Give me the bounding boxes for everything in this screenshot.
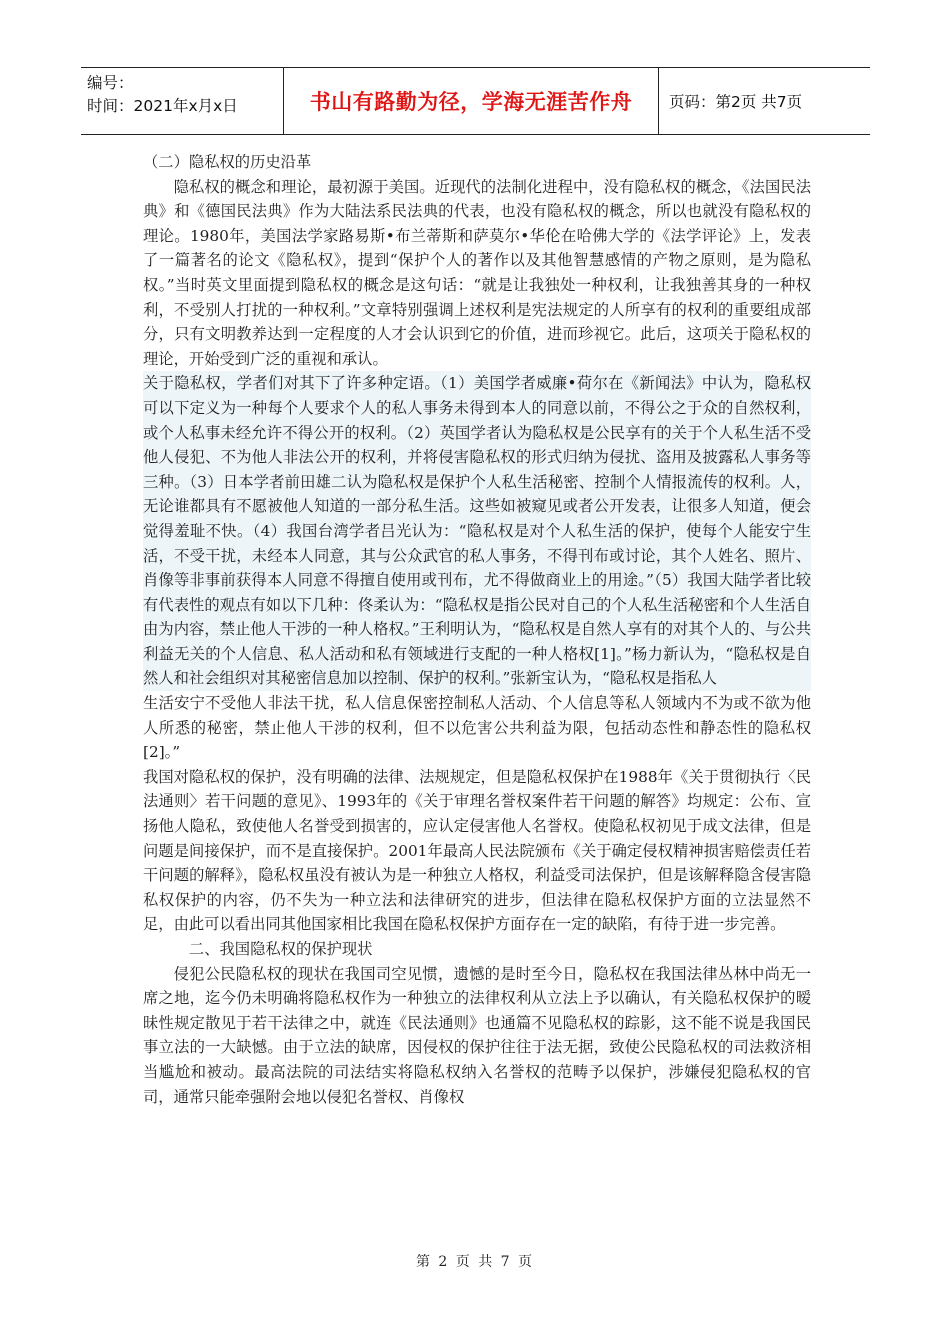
document-number-label: 编号： [87, 74, 134, 92]
document-header [81, 67, 870, 135]
section-heading-status: 二、我国隐私权的保护现状 [188, 940, 373, 958]
header-motto-cell [283, 68, 659, 134]
paragraph-status: 侵犯公民隐私权的现状在我国司空见惯，遗憾的是时至今日，隐私权在我国法律丛林中尚无一席之地，迄今仍未明确将隐私权作为一种独立的法律权利从立法上予以确认，有关隐私权保护的暧昧性规定散见于若干法律之中，就连《民法通则》也通篇不见隐私权的踪影，这不能不说是我国民事立法的一大缺憾。由于立法的缺席，因侵权的保护往往于法无据，致使公民隐私权的司法救济相当尴尬和被动。最高法院的司法结实将隐私权纳入名誉权的范畴予以保护，涉嫌侵犯隐私权的官司，通常只能牵强附会地以侵犯名誉权、肖像权 [143, 964, 811, 1106]
header-page-info: 页码：第2页 共7页 [669, 93, 803, 111]
document-body [143, 150, 811, 1109]
header-meta [81, 68, 283, 134]
page-footer: 第 2 页 共 7 页 [415, 1254, 535, 1270]
paragraph-origin: 隐私权的概念和理论，最初源于美国。近现代的法制化进程中，没有隐私权的概念，《法国民法典》和《德国民法典》作为大陆法系民法典的代表，也没有隐私权的概念，所以也就没有隐私权的理论。1980年，美国法学家路易斯•布兰蒂斯和萨莫尔•华伦在哈佛大学的《法学评论》上，发表了一篇著名的论文《隐私权》，提到“保护个人的著作以及其他智慧感情的产物之原则，是为隐私权。”当时英文里面提到隐私权的概念是这句话：“就是让我独处一种权利，让我独善其身的一种权利，不受别人打扰的一种权利。”文章特别强调上述权利是宪法规定的人所享有的权利的重要组成部分，只有文明教养达到一定程度的人才会认识到它的价值，进而珍视它。此后，这项关于隐私权的理论，开始受到广泛的重视和承认。 [143, 177, 811, 368]
paragraph-definition-continued: 生活安宁不受他人非法干扰，私人信息保密控制私人活动、个人信息等私人领域内不为或不欲为他人所悉的秘密，禁止他人干涉的权利，但不以危害公共利益为限，包括动态性和静态性的隐私权[2]。” [143, 694, 811, 762]
section-heading-history: （二）隐私权的历史沿革 [143, 153, 312, 171]
paragraph-china-protection: 我国对隐私权的保护，没有明确的法律、法规规定，但是隐私权保护在1988年《关于贯彻执行〈民法通则〉若干问题的意见》、1993年的《关于审理名誉权案件若干问题的解答》均规定：公布、宣扬他人隐私，致使他人名誉受到损害的，应认定侵害他人名誉权。使隐私权初见于成文法律，但是问题是间接保护，而不是直接保护。2001年最高人民法院颁布《关于确定侵权精神损害赔偿责任若干问题的解释》，隐私权虽没有被认为是一种独立人格权，利益受司法保护，但是该解释隐含侵害隐私权保护的内容，仍不失为一种立法和法律研究的进步，但法律在隐私权保护方面的立法显然不足，由此可以看出同其他国家相比我国在隐私权保护方面存在一定的缺陷，有待于进一步完善。 [143, 767, 811, 934]
header-motto: 书山有路勤为径，学海无涯苦作舟 [309, 90, 633, 114]
document-date: 时间：2021年x月x日 [87, 97, 238, 115]
paragraph-definitions: 关于隐私权，学者们对其下了许多种定语。（1）美国学者威廉•荷尔在《新闻法》中认为，隐私权可以下定义为一种每个人要求个人的私人事务未得到本人的同意以前，不得公之于众的自然权利，或个人私事未经允许不得公开的权利。（2）英国学者认为隐私权是公民享有的关于个人私生活不受他人侵犯、不为他人非法公开的权利，并将侵害隐私权的形式归纳为侵扰、盗用及披露私人事务等三种。（3）日本学者前田雄二认为隐私权是保护个人私生活秘密、控制个人情报流传的权利。人，无论谁都具有不愿被他人知道的一部分私生活。这些如被窥见或者公开发表，让很多人知道，便会觉得羞耻不快。（4）我国台湾学者吕光认为：“隐私权是对个人私生活的保护，使每个人能安宁生活，不受干扰，未经本人同意，其与公众武官的私人事务，不得刊布或讨论，其个人姓名、照片、肖像等非事前获得本人同意不得擅自使用或刊布，尤不得做商业上的用途。”（5）我国大陆学者比较有代表性的观点有如以下几种：佟柔认为：“隐私权是指公民对自己的个人私生活秘密和个人生活自由为内容，禁止他人干涉的一种人格权。”王利明认为，“隐私权是自然人享有的对其个人的、与公共利益无关的个人信息、私人活动和私有领域进行支配的一种人格权[1]。”杨力新认为，“隐私权是自然人和社会组织对其秘密信息加以控制、保护的权利。”张新宝认为，“隐私权是指私人 [143, 371, 811, 691]
